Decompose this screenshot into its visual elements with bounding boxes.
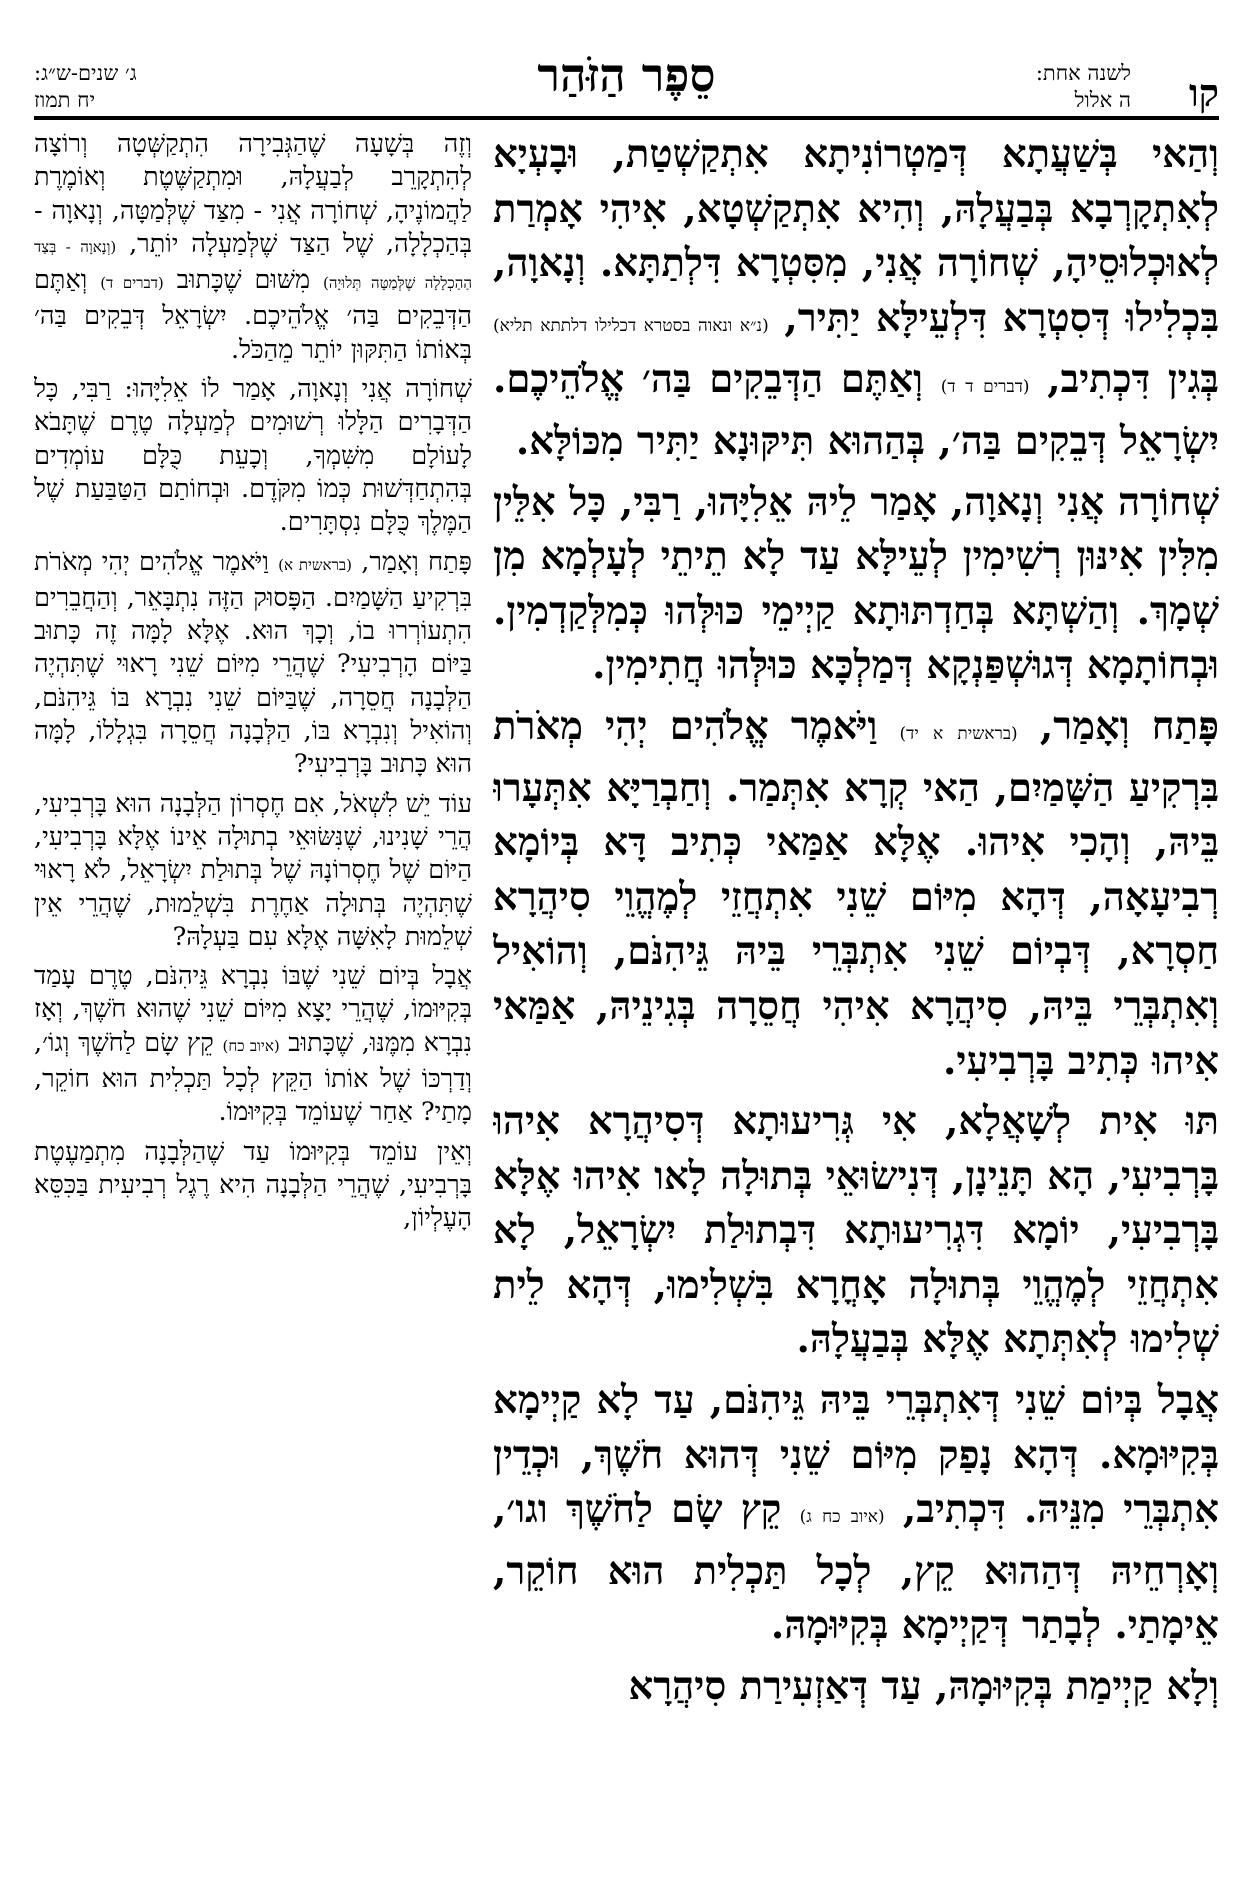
aramaic-column [493, 128, 1219, 1868]
page-header [34, 44, 1219, 124]
header-right-line1: לשנה אחת: [1035, 61, 1131, 85]
source-ref: (בראשית א) [278, 555, 352, 574]
main-paragraph-6: וְלָא קַיְימַת בְּקִיּוּמָהּ, עַד דְּאַזְעִירַת סִיהֲרָא [628, 1664, 1219, 1710]
variant-note: (וְנָאוָה - בְּצַד הַהַכְלָלָה שֶׁלְּמַטָּה תְּלוּיָה) [34, 237, 472, 293]
header-left-line2: יח תמוז [34, 88, 96, 112]
page-number: קו [1188, 70, 1219, 115]
side-paragraph-1: וְזֶה בְּשָׁעָה שֶׁהַגְּבִירָה הִתְקַשְּׁטָה וְרוֹצָה לְהִתְקָרֵב לְבַעֲלָהּ, וּמִתְקַשֶּׁטֶת וְאוֹמֶרֶת לַהֲמוֹנֶיהָ, שְׁחוֹרָה אֲנִי - מִצַּד שֶׁלְּמַטָּה, וְנָאוָה - בְּהַכְלָלָה, שֶׁל הַצַּד שֶׁלְּמַעְלָה יוֹתֵר, (וְנָאוָה - בְּצַד הַהַכְלָלָה שֶׁלְּמַטָּה תְּלוּיָה) מִשּׁוּם שֶׁכָּתוּב (דברים ד) וְאַתֶּם הַדְּבֵקִים בַּה׳ אֱלֹהֵיכֶם. יִשְׂרָאֵל דְּבֵקִים בַּה׳ בְּאוֹתוֹ הַתִּקּוּן יוֹתֵר מֵהַכֹּל. [34, 129, 472, 365]
header-right-line2: ה אלול [1074, 88, 1131, 112]
source-ref: (בראשית א יד) [899, 723, 1018, 744]
header-divider [34, 116, 1219, 120]
main-paragraph-4: תּוּ אִית לְשָׁאֲלָא, אִי גְּרִיעוּתָא דְּסִיהֲרָא אִיהוּ בָּרְבִיעִי, הָא תָּנֵינָן, דְּנִישׂוּאֵי בְּתוּלָה לָאו אִיהוּ אֶלָּא בָּרְבִיעִי, יוֹמָא דִּגְרִיעוּתָא דִּבְתוּלַת יִשְׂרָאֵל, לָא אִתְחֲזֵי לְמֶהֱוֵי בְּתוּלָה אָחֳרָא בִּשְׁלִימוּ, דְּהָא לֵית שְׁלִימוּ לְאִתְּתָא אֶלָּא בְּבַעֲלָהּ. [493, 1099, 1219, 1363]
source-ref: (איוב כח) [222, 1036, 280, 1055]
source-ref: (דברים ד) [100, 274, 164, 293]
main-paragraph-2: שְׁחוֹרָה אֲנִי וְנָאוָה, אָמַר לֵיהּ אֵלִיָּהוּ, רַבִּי, כָּל אִלֵּין מִלִּין אִינּוּן רְשִׁימִין לְעֵילָּא עַד לָא תֵיתֵי לְעָלְמָא מִן שְׁמָךְ. וְהַשְׁתָּא בְּחַדְתּוּתָא קַיְימֵי כּוּלְּהוּ כְּמִלְּקַדְמִין. וּבְחוֹתָמָא דְּגוּשְׁפַּנְקָא דְּמַלְכָּא כּוּלְּהוּ חֲתִימִין. [493, 479, 1219, 689]
side-paragraph-3: פָּתַח וְאָמַר, (בראשית א) וַיֹּאמֶר אֱלֹהִים יְהִי מְאֹרֹת בִּרְקִיעַ הַשָּׁמַיִם. הַפָּסוּק הַזֶּה נִתְבָּאֵר, וְהַחֲבֵרִים הִתְעוֹרְרוּ בוֹ, וְכָךְ הוּא. אֶלָּא לָמָּה זֶה כָּתוּב בַּיּוֹם הָרְבִיעִי? שֶׁהֲרֵי מִיּוֹם שֵׁנִי רָאוּי שֶׁתִּהְיֶה הַלְּבָנָה חֲסֵרָה, שֶׁבַּיּוֹם שֵׁנִי נִבְרָא בּוֹ גֵּיהִנֹּם, וְהוֹאִיל וְנִבְרָא בּוֹ, הַלְּבָנָה חֲסֵרָה בִּגְלָלוֹ, לָמָּה הוּא כָּתוּב בָּרְבִיעִי? [34, 546, 472, 780]
side-paragraph-2: שְׁחוֹרָה אֲנִי וְנָאוָה, אָמַר לוֹ אֵלִיָּהוּ: רַבִּי, כָּל הַדְּבָרִים הַלָּלוּ רְשׁוּמִים לְמַעְלָה טֶרֶם שֶׁתָּבֹא לָעוֹלָם מִשִּׁמְךָ, וְכָעֵת כֻּלָּם עוֹמְדִים בְּהִתְחַדְּשׁוּת כְּמוֹ מִקֹּדֶם. וּבְחוֹתַם הַטַּבַּעַת שֶׁל הַמֶּלֶךְ כֻּלָּם נִסְתָּרִים. [34, 374, 472, 538]
main-paragraph-5: אֲבָל בְּיוֹם שֵׁנִי דְּאִתְבְּרֵי בֵּיהּ גֵּיהִנֹּם, עַד לָא קַיְימָא בְּקִיּוּמָא. דְּהָא נָפַק מִיּוֹם שֵׁנִי דְּהוּא חֹשֶׁךְ, וּכְדֵין אִתְבְּרֵי מִנֵּיהּ. דִּכְתִיב, (איוב כח ג) קֵץ שָׂם לַחֹשֶׁךְ וגו׳, וְאָרְחֵיהּ דְּהַהוּא קֵץ, לְכָל תַּכְלִית הוּא חוֹקֵר, אֵימָתַי. לְבָתַר דְּקַיְימָא בְּקִיּוּמָהּ. [493, 1378, 1219, 1649]
main-paragraph-3: פָּתַח וְאָמַר, (בראשית א יד) וַיֹּאמֶר אֱלֹהִים יְהִי מְאֹרֹת בִּרְקִיעַ הַשָּׁמַיִם, הַאי קְרָא אִתְּמַר. וְחַבְרַיָּא אִתְּעָרוּ בֵּיהּ, וְהָכִי אִיהוּ. אֶלָּא אַמַּאי כְּתִיב דָּא בְּיוֹמָא רְבִיעָאָה, דְּהָא מִיּוֹם שֵׁנִי אִתְחֲזֵי לְמֶהֱוֵי סִיהֲרָא חַסְרָא, דְּבְיוֹם שֵׁנִי אִתְבְּרֵי בֵּיהּ גֵּיהִנֹּם, וְהוֹאִיל וְאִתְבְּרֵי בֵּיהּ, סִיהֲרָא אִיהִי חֲסֵרָה בְּגִינֵיהּ, אַמַּאי אִיהוּ כְּתִיב בָּרְבִיעִי. [493, 703, 1219, 1084]
side-paragraph-6: וְאֵין עוֹמֵד בְּקִיּוּמוֹ עַד שֶׁהַלְּבָנָה מִתְמַעֶטֶת בָּרְבִיעִי, שֶׁהֲרֵי הַלְּבָנָה הִיא רֶגֶל רְבִיעִית בַּכִּסֵּא הָעֶלְיוֹן, [34, 1136, 472, 1234]
side-paragraph-5: אֲבָל בְּיוֹם שֵׁנִי שֶׁבּוֹ נִבְרָא גֵּיהִנֹּם, טֶרֶם עָמַד בְּקִיּוּמוֹ, שֶׁהֲרֵי יָצָא מִיּוֹם שֵׁנִי שֶׁהוּא חֹשֶׁךְ, וְאָז נִבְרָא מִמֶּנּוּ, שֶׁכָּתוּב (איוב כח) קֵץ שָׂם לַחֹשֶׁךְ וְגוֹ׳, וְדַרְכּוֹ שֶׁל אוֹתוֹ הַקֵּץ לְכָל תַּכְלִית הוּא חוֹקֵר, מָתַי? אַחַר שֶׁעוֹמֵד בְּקִיּוּמוֹ. [34, 961, 472, 1128]
side-paragraph-4: עוֹד יֵשׁ לִשְׁאֹל, אִם חֶסְרוֹן הַלְּבָנָה הוּא בָּרְבִיעִי, הֲרֵי שָׁנִינוּ, שֶׁנִּשּׂוּאֵי בְתוּלָה אֵינוֹ אֶלָּא בָּרְבִיעִי, הַיּוֹם שֶׁל חֶסְרוֹנָהּ שֶׁל בְּתוּלַת יִשְׂרָאֵל, לֹא רָאוּי שֶׁתִּהְיֶה בְּתוּלָה אַחֶרֶת בִּשְׁלֵמוּת, שֶׁהֲרֵי אֵין שְׁלֵמוּת לָאִשָּׁה אֶלָּא עִם בַּעְלָהּ? [34, 788, 472, 952]
source-ref: (דברים ד ד) [940, 377, 1030, 398]
header-reading-schedule-3years [34, 60, 254, 114]
header-left-line1: ג׳ שנים-ש״ג: [34, 61, 137, 85]
source-ref: (איוב כח ג) [799, 1507, 885, 1528]
main-paragraph-1: וְהַאי בְּשַׁעֲתָא דְּמַטְרוֹנִיתָא אִתְקַשְׁטַת, וּבָעְיָא לְאִתְקָרְבָא בְּבַעֲלָהּ, וְהִיא אִתְקַשְׁטָא, אִיהִי אָמְרַת לְאוּכְלוּסֵיהָ, שְׁחוֹרָה אֲנִי, מִסִּטְרָא דִּלְתַתָּא. וְנָאוָה, בִּכְלִילוּ דְּסִטְרָא דִּלְעֵילָּא יַתִּיר, (נ״א ונאוה בסטרא דכלילו דלתתא תליא) בְּגִין דִּכְתִיב, (דברים ד ד) וְאַתֶּם הַדְּבֵקִים בַּה׳ אֱלֹהֵיכֶם. יִשְׂרָאֵל דְּבֵקִים בַּה׳, בְּהַהוּא תִּיקּוּנָא יַתִּיר מִכּוֹלָּא. [493, 132, 1219, 464]
hebrew-translation-column [34, 128, 472, 1868]
variant-note: (נ״א ונאוה בסטרא דכלילו דלתתא תליא) [493, 315, 769, 336]
book-title: סֵפֶר הַזֹּהַר [537, 48, 716, 102]
